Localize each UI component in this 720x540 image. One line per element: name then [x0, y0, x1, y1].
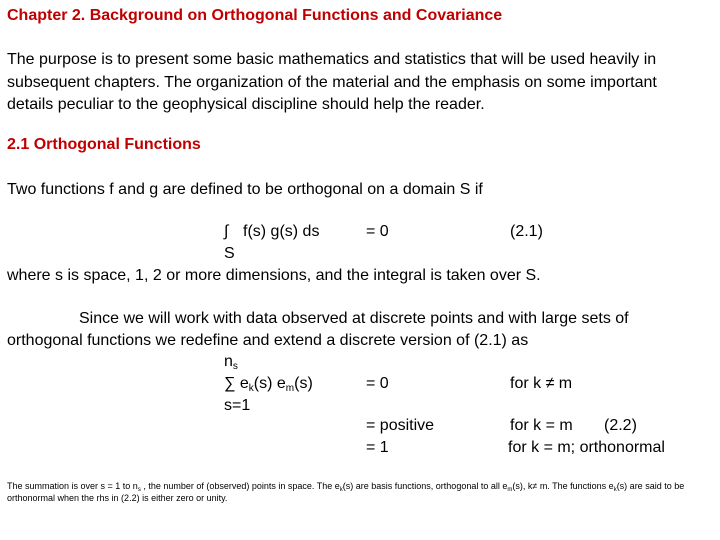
intro-line-3: details peculiar to the geophysical discipline should help the reader. — [7, 96, 485, 113]
eq2-lhs: ∑ $e_k(s)$ $e_m(s)$ — [224, 375, 313, 394]
eq1-equals: = 0 — [366, 223, 389, 240]
definition-text: Two functions f and g are defined to be orthogonal on a domain S if — [7, 181, 483, 198]
where-line: where s is space, 1, 2 or more dimensions, and the integral is taken over S. — [7, 267, 541, 284]
eq2-number: (2.2) — [604, 417, 637, 434]
sum-upper-limit: $n_s$ — [224, 353, 238, 372]
eq2-rhs-2: = positive — [366, 417, 435, 434]
eq2-cond-3: for k = m; orthonormal — [508, 439, 665, 456]
intro-line-2: subsequent chapters. The organization of the material and the emphasis on some important — [7, 74, 657, 91]
eq1-domain: S — [224, 245, 235, 262]
eq2-rhs-3: = 1 — [366, 439, 389, 456]
eq2-cond-1: for k ≠ m — [510, 375, 573, 392]
footnote: The summation is over s = 1 to $n_s$ , the number of (observed) points in space. The $e_k(s)$ are basis functions, orthogonal to all $e_m(s)$, k≠ m. The functions $e_k(s)$ are said to be orthonormal when the rhs in (2.2) is either zero or unity. — [7, 481, 685, 503]
intro-line-1: The purpose is to present some basic mathematics and statistics that will be used heavily in — [7, 51, 657, 68]
para2-line-2: orthogonal functions we redefine and extend a discrete version of (2.1) as — [7, 332, 529, 349]
section-title: 2.1 Orthogonal Functions — [7, 136, 201, 153]
integral-symbol: ∫ — [224, 223, 229, 240]
eq2-rhs-1: = 0 — [366, 375, 389, 392]
chapter-heading: Chapter 2. Background on Orthogonal Functions and Covariance — [7, 7, 503, 24]
eq1-number: (2.1) — [510, 223, 543, 240]
para2-line-1: Since we will work with data observed at discrete points and with large sets of — [79, 310, 629, 327]
eq2-cond-2: for k = m — [510, 417, 573, 434]
eq1-integrand: f(s) g(s) ds — [243, 223, 320, 240]
sum-symbol: ∑ — [224, 375, 236, 392]
sum-lower-limit: s=1 — [224, 397, 251, 414]
